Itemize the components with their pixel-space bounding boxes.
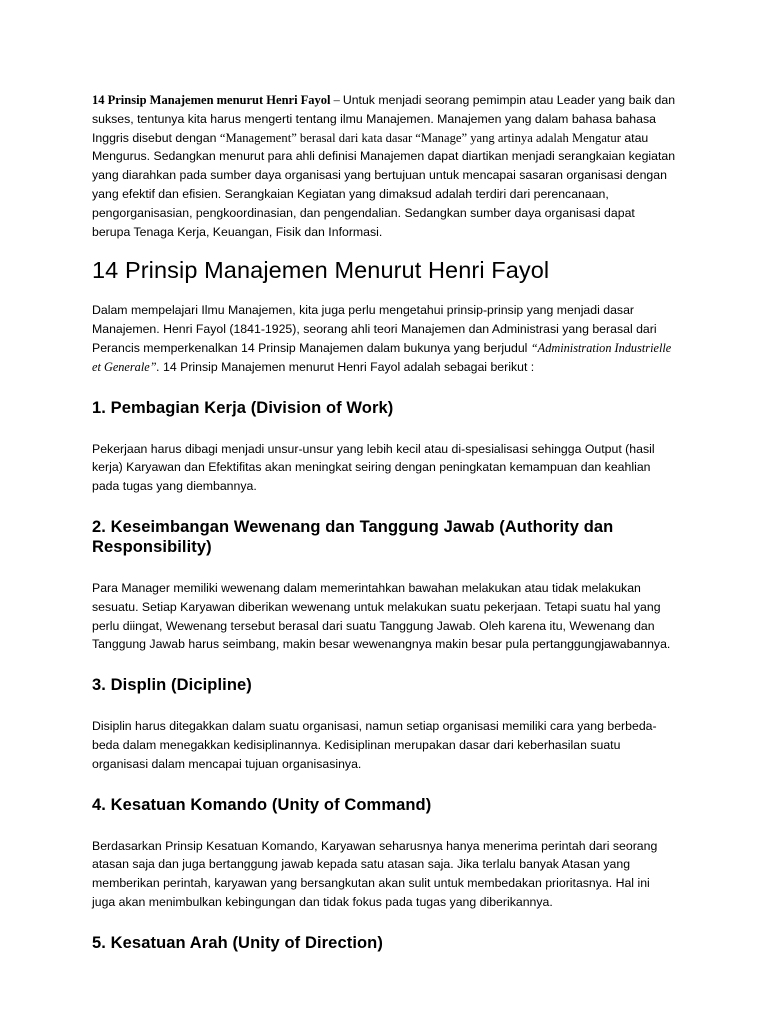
intro-paragraph xyxy=(92,91,676,241)
article-title: 14 Prinsip Manajemen Menurut Henri Fayol xyxy=(92,257,550,284)
section-heading-2: 2. Keseimbangan Wewenang dan Tanggung Jawab (Authority dan Responsibility) xyxy=(92,517,614,556)
section-body-1: Pekerjaan harus dibagi menjadi unsur-unsur yang lebih kecil atau di-spesialisasi sehingga Output (hasil kerja) Karyawan dan Efektifitas akan meningkat seiring dengan peningkatan kemampuan dan keahlian pada tugas yang diembannya. xyxy=(92,441,655,494)
article-content xyxy=(92,91,676,975)
summary-text-2: 14 Prinsip Manajemen menurut Henri Fayol adalah sebagai berikut : xyxy=(159,359,535,374)
summary-paragraph xyxy=(92,301,676,376)
section-heading-3: 3. Displin (Dicipline) xyxy=(92,676,252,695)
intro-text-1: Untuk menjadi seorang pemimpin atau Leader yang baik dan sukses, tentunya kita harus mengerti tentang ilmu Manajemen. Manajemen yang dalam bahasa bahasa Inggris disebut dengan xyxy=(92,93,676,145)
intro-text-2: “Management” berasal dari kata dasar “Manage” yang artinya adalah Mengatur xyxy=(219,130,621,145)
section-body-4: Berdasarkan Prinsip Kesatuan Komando, Karyawan seharusnya hanya menerima perintah dari seorang atasan saja dan juga bertanggung jawab kepada satu atasan saja. Jika terlalu banyak Atasan yang memberikan perintah, karyawan yang bersangkutan akan sulit untuk membedakan prioritasnya. Hal ini juga akan menimbulkan kebingungan dan tidak fokus pada tugas yang diberikannya. xyxy=(92,838,658,909)
book-title: “Administration Industrielle et Generale”. xyxy=(92,340,672,374)
section-heading-5: 5. Kesatuan Arah (Unity of Direction) xyxy=(92,933,383,952)
section-heading-4: 4. Kesatuan Komando (Unity of Command) xyxy=(92,795,432,814)
section-heading-1: 1. Pembagian Kerja (Division of Work) xyxy=(92,398,394,417)
summary-text-1: Dalam mempelajari Ilmu Manajemen, kita juga perlu mengetahui prinsip-prinsip yang menjadi dasar Manajemen. Henri Fayol (1841-1925), seorang ahli teori Manajemen dan Administrasi yang berasal dari Perancis memperkenalkan 14 Prinsip Manajemen dalam bukunya yang berjudul xyxy=(92,303,657,355)
intro-lead-title: 14 Prinsip Manajemen menurut Henri Fayol xyxy=(92,93,331,107)
section-body-3: Disiplin harus ditegakkan dalam suatu organisasi, namun setiap organisasi memiliki cara yang berbeda-beda dalam menegakkan kedisiplinannya. Kedisiplinan merupakan dasar dari keberhasilan suatu organisasi dalam mencapai tujuan organisasinya. xyxy=(92,719,657,771)
section-body-2: Para Manager memiliki wewenang dalam memerintahkan bawahan melakukan atau tidak melakukan sesuatu. Setiap Karyawan diberikan wewenang untuk melakukan suatu pekerjaan. Tetapi suatu hal yang perlu diingat, Wewenang tersebut berasal dari suatu Tanggung Jawab. Oleh karena itu, Wewenang dan Tanggung Jawab harus seimbang, makin besar wewenangnya makin besar pula pertanggungjawabannya. xyxy=(92,580,671,652)
intro-text-3: atau Mengurus. Sedangkan menurut para ahli definisi Manajemen dapat diartikan menjadi serangkaian kegiatan yang diarahkan pada sumber daya organisasi yang bertujuan untuk mencapai sasaran organisasi dengan yang efektif dan efisien. Serangkaian Kegiatan yang dimaksud adalah terdiri dari perencanaan, pengorganisasian, pengkoordinasian, dan pengendalian. Sedangkan sumber daya organisasi dapat berupa Tenaga Kerja, Keuangan, Fisik dan Informasi. xyxy=(92,130,676,239)
intro-dash: – xyxy=(330,93,343,107)
